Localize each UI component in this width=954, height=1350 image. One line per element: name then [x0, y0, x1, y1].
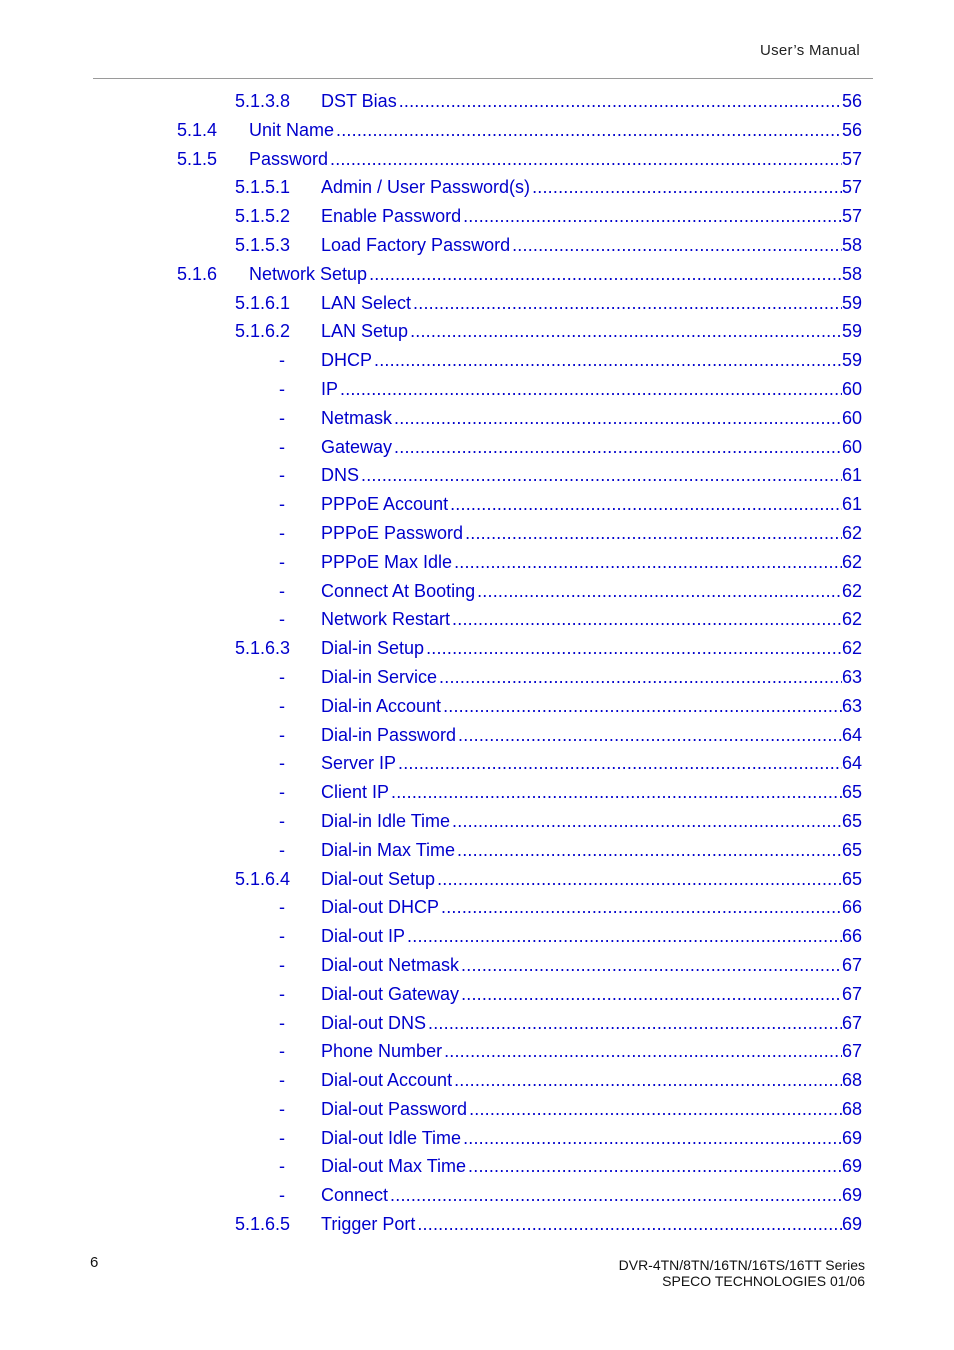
toc-link[interactable] — [321, 893, 862, 922]
toc-leader-dots — [361, 461, 842, 490]
toc-title: Dial-out Max Time — [321, 1156, 467, 1177]
toc-row — [0, 548, 954, 577]
toc-bullet: - — [279, 609, 285, 630]
toc-page-number: 65 — [841, 839, 862, 860]
toc-bullet: - — [279, 551, 285, 572]
toc-link[interactable] — [321, 1037, 862, 1066]
toc-bullet: - — [279, 954, 285, 975]
toc-title: Network Setup — [249, 263, 368, 284]
toc-leader-dots — [452, 807, 842, 836]
toc-link[interactable] — [321, 721, 862, 750]
toc-page-number: 62 — [841, 551, 862, 572]
toc-leader-dots — [398, 749, 842, 778]
page-number: 6 — [90, 1254, 99, 1271]
toc-row — [0, 577, 954, 606]
toc-row — [0, 1066, 954, 1095]
toc-leader-dots — [439, 663, 842, 692]
toc-title: Connect — [321, 1185, 389, 1206]
toc-link[interactable] — [321, 865, 862, 894]
toc-row — [0, 87, 954, 116]
toc-bullet: - — [279, 407, 285, 428]
toc-page-number: 66 — [841, 897, 862, 918]
toc-link[interactable] — [321, 317, 862, 346]
toc-row — [0, 807, 954, 836]
toc-row — [0, 490, 954, 519]
toc-title: Network Restart — [321, 609, 451, 630]
toc-leader-dots — [477, 577, 842, 606]
toc-page-number: 64 — [841, 724, 862, 745]
toc-link[interactable] — [321, 922, 862, 951]
toc-page-number: 63 — [841, 666, 862, 687]
toc-row — [0, 346, 954, 375]
toc-leader-dots — [413, 289, 842, 318]
toc-link[interactable] — [321, 87, 862, 116]
toc-leader-dots — [426, 634, 842, 663]
toc-page-number: 69 — [841, 1185, 862, 1206]
toc-page-number: 67 — [841, 1012, 862, 1033]
toc-row — [0, 317, 954, 346]
toc-page-number: 56 — [841, 119, 862, 140]
toc-row — [0, 893, 954, 922]
toc-leader-dots — [452, 605, 842, 634]
toc-link[interactable] — [321, 1152, 862, 1181]
toc-title: Load Factory Password — [321, 234, 511, 255]
toc-leader-dots — [457, 836, 842, 865]
toc-title: Phone Number — [321, 1041, 443, 1062]
toc-page-number: 67 — [841, 983, 862, 1004]
toc-page-number: 62 — [841, 522, 862, 543]
toc-leader-dots — [454, 1066, 842, 1095]
toc-section-number: 5.1.5.3 — [235, 234, 291, 255]
toc-page-number: 57 — [841, 177, 862, 198]
toc-link[interactable] — [321, 461, 862, 490]
toc-leader-dots — [444, 1037, 842, 1066]
toc-page-number: 65 — [841, 810, 862, 831]
toc-row — [0, 1181, 954, 1210]
toc-bullet: - — [279, 782, 285, 803]
toc-bullet: - — [279, 983, 285, 1004]
toc-bullet: - — [279, 1070, 285, 1091]
toc-link[interactable] — [321, 375, 862, 404]
toc-title: Dial-out Account — [321, 1070, 453, 1091]
toc-row — [0, 721, 954, 750]
toc-leader-dots — [330, 145, 842, 174]
toc-title: LAN Setup — [321, 321, 409, 342]
toc-link[interactable] — [321, 519, 862, 548]
toc-title: Dial-out Idle Time — [321, 1127, 462, 1148]
toc-leader-dots — [374, 346, 842, 375]
toc-title: PPPoE Account — [321, 494, 449, 515]
toc-title: DHCP — [321, 350, 373, 371]
toc-page-number: 58 — [841, 234, 862, 255]
toc-bullet: - — [279, 926, 285, 947]
toc-leader-dots — [394, 433, 842, 462]
toc-title: Netmask — [321, 407, 393, 428]
toc-leader-dots — [512, 231, 842, 260]
toc-title: PPPoE Max Idle — [321, 551, 453, 572]
toc-page-number: 68 — [841, 1098, 862, 1119]
toc-leader-dots — [336, 116, 842, 145]
toc-page-number: 68 — [841, 1070, 862, 1091]
toc-section-number: 5.1.6.1 — [235, 292, 291, 313]
toc-row — [0, 433, 954, 462]
toc-row — [0, 404, 954, 433]
toc-leader-dots — [463, 1124, 842, 1153]
toc-row — [0, 375, 954, 404]
toc-leader-dots — [443, 692, 842, 721]
toc-title: Dial-out Setup — [321, 868, 436, 889]
toc-leader-dots — [458, 721, 842, 750]
toc-row — [0, 1095, 954, 1124]
toc-link[interactable] — [249, 116, 862, 145]
toc-page-number: 69 — [841, 1127, 862, 1148]
toc-title: IP — [321, 378, 339, 399]
toc-bullet: - — [279, 1185, 285, 1206]
toc-title: PPPoE Password — [321, 522, 464, 543]
toc-title: Dial-in Account — [321, 695, 442, 716]
toc-link[interactable] — [321, 836, 862, 865]
toc-title: Dial-in Service — [321, 666, 438, 687]
toc-leader-dots — [369, 260, 842, 289]
toc-row — [0, 749, 954, 778]
toc-title: Trigger Port — [321, 1214, 416, 1235]
toc-row — [0, 289, 954, 318]
toc-link[interactable] — [321, 1066, 862, 1095]
toc-title: Admin / User Password(s) — [321, 177, 531, 198]
toc-bullet: - — [279, 839, 285, 860]
toc-leader-dots — [461, 951, 842, 980]
toc-page-number: 62 — [841, 609, 862, 630]
toc-leader-dots — [463, 202, 842, 231]
toc-link[interactable] — [321, 490, 862, 519]
toc-row — [0, 980, 954, 1009]
toc-row — [0, 231, 954, 260]
toc-title: Dial-out Gateway — [321, 983, 460, 1004]
toc-leader-dots — [450, 490, 842, 519]
toc-bullet: - — [279, 1041, 285, 1062]
toc-page-number: 60 — [841, 436, 862, 457]
toc-leader-dots — [391, 778, 842, 807]
toc-bullet: - — [279, 810, 285, 831]
toc-leader-dots — [410, 317, 842, 346]
toc-page-number: 65 — [841, 782, 862, 803]
toc-title: Dial-in Password — [321, 724, 457, 745]
toc-page-number: 62 — [841, 638, 862, 659]
toc-page-number: 59 — [841, 350, 862, 371]
toc-link[interactable] — [321, 605, 862, 634]
toc-leader-dots — [428, 1009, 842, 1038]
toc-title: Password — [249, 148, 329, 169]
toc-title: DNS — [321, 465, 360, 486]
toc-title: Dial-out DNS — [321, 1012, 427, 1033]
toc-leader-dots — [454, 548, 842, 577]
toc-bullet: - — [279, 580, 285, 601]
toc-page-number: 57 — [841, 206, 862, 227]
toc-link[interactable] — [321, 634, 862, 663]
toc-bullet: - — [279, 1156, 285, 1177]
toc-row — [0, 951, 954, 980]
toc-leader-dots — [465, 519, 842, 548]
toc-leader-dots — [390, 1181, 842, 1210]
toc-leader-dots — [469, 1095, 842, 1124]
toc-title: Gateway — [321, 436, 393, 457]
toc-link[interactable] — [321, 173, 862, 202]
toc-bullet: - — [279, 666, 285, 687]
toc-page-number: 64 — [841, 753, 862, 774]
toc-bullet: - — [279, 1012, 285, 1033]
toc-leader-dots — [407, 922, 842, 951]
toc-link[interactable] — [321, 663, 862, 692]
running-header: User’s Manual — [759, 42, 860, 59]
toc-row — [0, 836, 954, 865]
toc-title: Client IP — [321, 782, 390, 803]
toc-link[interactable] — [321, 231, 862, 260]
toc-link[interactable] — [321, 980, 862, 1009]
toc-link[interactable] — [321, 1181, 862, 1210]
toc-row — [0, 605, 954, 634]
toc-row — [0, 145, 954, 174]
toc-row — [0, 634, 954, 663]
footer-series: DVR-4TN/8TN/16TN/16TS/16TT Series — [618, 1257, 865, 1273]
toc-title: Dial-out IP — [321, 926, 406, 947]
toc-section-number: 5.1.5.2 — [235, 206, 291, 227]
toc-bullet: - — [279, 724, 285, 745]
toc-link[interactable] — [321, 433, 862, 462]
toc-title: Dial-out Password — [321, 1098, 468, 1119]
toc-link[interactable] — [321, 1210, 862, 1239]
toc-link[interactable] — [321, 1009, 862, 1038]
toc-bullet: - — [279, 522, 285, 543]
toc-section-number: 5.1.6.5 — [235, 1214, 291, 1235]
toc-row — [0, 922, 954, 951]
header-divider — [93, 78, 873, 79]
toc-link[interactable] — [249, 145, 862, 174]
toc-bullet: - — [279, 436, 285, 457]
toc-row — [0, 1009, 954, 1038]
toc-page-number: 66 — [841, 926, 862, 947]
toc-link[interactable] — [249, 260, 862, 289]
toc-link[interactable] — [321, 807, 862, 836]
toc-row — [0, 1152, 954, 1181]
toc-leader-dots — [340, 375, 842, 404]
toc-bullet: - — [279, 753, 285, 774]
toc-row — [0, 116, 954, 145]
toc-link[interactable] — [321, 1095, 862, 1124]
toc-title: Dial-in Idle Time — [321, 810, 451, 831]
toc-row — [0, 663, 954, 692]
toc-page-number: 60 — [841, 378, 862, 399]
toc-title: Server IP — [321, 753, 397, 774]
toc-link[interactable] — [321, 548, 862, 577]
toc-page-number: 67 — [841, 954, 862, 975]
toc-bullet: - — [279, 350, 285, 371]
toc-leader-dots — [394, 404, 842, 433]
toc-title: Dial-in Setup — [321, 638, 425, 659]
toc-title: Connect At Booting — [321, 580, 476, 601]
toc-title: LAN Select — [321, 292, 412, 313]
toc-section-number: 5.1.5 — [177, 148, 218, 169]
toc-row — [0, 461, 954, 490]
toc-row — [0, 692, 954, 721]
toc-page-number: 60 — [841, 407, 862, 428]
toc-title: Dial-out Netmask — [321, 954, 460, 975]
toc-leader-dots — [441, 893, 842, 922]
toc-row — [0, 1124, 954, 1153]
toc-link[interactable] — [321, 404, 862, 433]
toc-page-number: 59 — [841, 292, 862, 313]
toc-section-number: 5.1.6 — [177, 263, 218, 284]
toc-row — [0, 519, 954, 548]
toc-leader-dots — [399, 87, 842, 116]
toc-link[interactable] — [321, 577, 862, 606]
toc-leader-dots — [461, 980, 842, 1009]
toc-link[interactable] — [321, 289, 862, 318]
toc-row — [0, 778, 954, 807]
toc-link[interactable] — [321, 951, 862, 980]
toc-page-number: 69 — [841, 1156, 862, 1177]
toc-page-number: 59 — [841, 321, 862, 342]
toc-section-number: 5.1.6.2 — [235, 321, 291, 342]
toc-link[interactable] — [321, 202, 862, 231]
toc-section-number: 5.1.3.8 — [235, 91, 291, 111]
toc-bullet: - — [279, 494, 285, 515]
toc-leader-dots — [532, 173, 842, 202]
toc-title: DST Bias — [321, 91, 397, 111]
toc-bullet: - — [279, 897, 285, 918]
toc-row — [0, 173, 954, 202]
toc-leader-dots — [468, 1152, 842, 1181]
toc-row — [0, 1037, 954, 1066]
toc-title: Enable Password — [321, 206, 462, 227]
toc-link[interactable] — [321, 346, 862, 375]
table-of-contents — [0, 87, 954, 1239]
toc-bullet: - — [279, 465, 285, 486]
toc-page-number: 61 — [841, 465, 862, 486]
toc-link[interactable] — [321, 778, 862, 807]
toc-link[interactable] — [321, 749, 862, 778]
toc-section-number: 5.1.6.4 — [235, 868, 291, 889]
toc-page-number: 62 — [841, 580, 862, 601]
toc-bullet: - — [279, 378, 285, 399]
toc-page-number: 67 — [841, 1041, 862, 1062]
toc-page-number: 57 — [841, 148, 862, 169]
toc-row — [0, 1210, 954, 1239]
toc-link[interactable] — [321, 1124, 862, 1153]
toc-bullet: - — [279, 695, 285, 716]
toc-leader-dots — [417, 1210, 842, 1239]
toc-title: Dial-in Max Time — [321, 839, 456, 860]
footer-company: SPECO TECHNOLOGIES 01/06 — [662, 1273, 865, 1289]
toc-page-number: 63 — [841, 695, 862, 716]
toc-page-number: 58 — [841, 263, 862, 284]
toc-title: Unit Name — [249, 119, 335, 140]
toc-page-number: 69 — [841, 1214, 862, 1235]
toc-row — [0, 202, 954, 231]
toc-bullet: - — [279, 1127, 285, 1148]
toc-page-number: 56 — [841, 91, 862, 111]
toc-link[interactable] — [321, 692, 862, 721]
toc-leader-dots — [437, 865, 842, 894]
toc-bullet: - — [279, 1098, 285, 1119]
toc-title: Dial-out DHCP — [321, 897, 440, 918]
toc-section-number: 5.1.4 — [177, 119, 218, 140]
toc-page-number: 65 — [841, 868, 862, 889]
toc-section-number: 5.1.5.1 — [235, 177, 291, 198]
toc-row — [0, 865, 954, 894]
footer-info — [619, 1257, 865, 1289]
toc-row — [0, 260, 954, 289]
toc-section-number: 5.1.6.3 — [235, 638, 291, 659]
toc-page-number: 61 — [841, 494, 862, 515]
